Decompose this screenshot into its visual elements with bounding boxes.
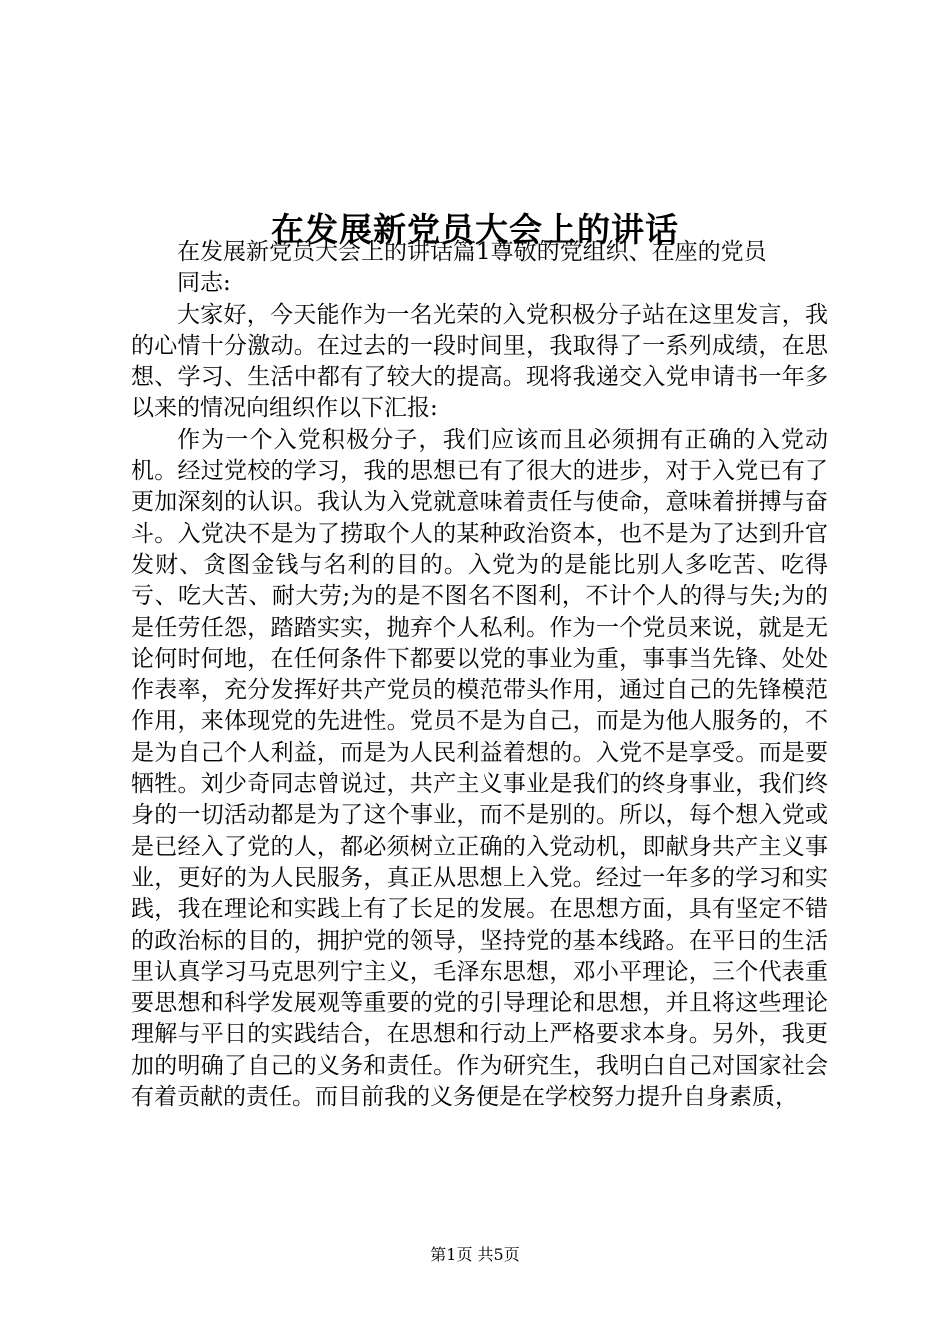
document-title: 在发展新党员大会上的讲话 [271,210,679,250]
body-paragraph: 作为一个入党积极分子，我们应该而且必须拥有正确的入党动机。经过党校的学习，我的思想已有了很大的进步，对于入党已有了更加深刻的认识。我认为入党就意味着责任与使命，意味着拼搏与奋斗。入党决不是为了捞取个人的某种政治资本，也不是为了达到升官发财、贪图金钱与名利的目的。入党为的是能比别人多吃苦、吃得亏、吃大苦、耐大劳;为的是不图名不图利，不计个人的得与失;为的是任劳任怨，踏踏实实，抛弃个人私利。作为一个党员来说，就是无论何时何地，在任何条件下都要以党的事业为重，事事当先锋、处处作表率，充分发挥好共产党员的模范带头作用，通过自己的先锋模范作用，来体现党的先进性。党员不是为自己，而是为他人服务的，不是为自己个人利益，而是为人民利益着想的。入党不是享受。而是要牺牲。刘少奇同志曾说过，共产主义事业是我们的终身事业，我们终身的一切活动都是为了这个事业，而不是别的。所以，每个想入党或是已经入了党的人，都必须树立正确的入党动机，即献身共产主义事业，更好的为人民服务，真正从思想上入党。经过一年多的学习和实践，我在理论和实践上有了长足的发展。在思想方面，具有坚定不错的政治标的目的，拥护党的领导，坚持党的基本线路。在平日的生活里认真学习马克思列宁主义，毛泽东思想，邓小平理论，三个代表重要思想和科学发展观等重要的党的引导理论和思想，并且将这些理论理解与平日的实践结合，在思想和行动上严格要求本身。另外，我更加的明确了自己的义务和责任。作为研究生，我明白自己对国家社会有着贡献的责任。而目前我的义务便是在学校努力提升自身素质， [131,426,828,1111]
body-paragraph: 同志: [177,270,231,297]
page-footer [0,1244,950,1266]
page-number: 第1页 共5页 [430,1245,520,1264]
body-paragraph: 在发展新党员大会上的讲话篇1尊敬的党组织、在座的党员 [177,239,767,265]
document-body [131,237,828,1113]
body-paragraph: 大家好，今天能作为一名光荣的入党积极分子站在这里发言，我的心情十分激动。在过去的一段时间里，我取得了一系列成绩，在思想、学习、生活中都有了较大的提高。现将我递交入党申请书一年多以来的情况向组织作以下汇报: [131,301,828,422]
